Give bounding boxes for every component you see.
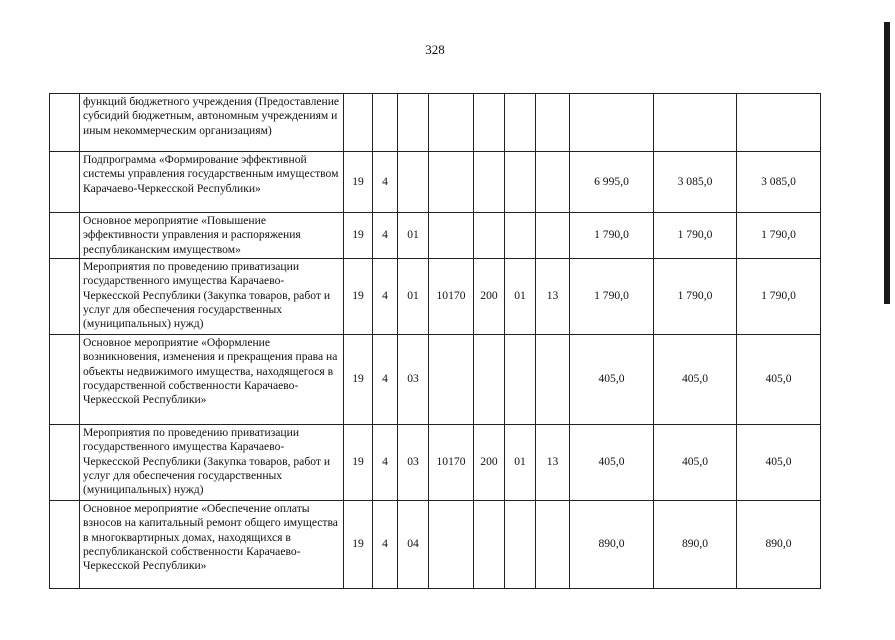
activity-code-cell: 03 [398,335,429,425]
section-code-cell [505,94,536,152]
amount-year-3-cell: 1 790,0 [737,213,821,259]
table-row [50,213,821,259]
amount-year-3-cell: 890,0 [737,501,821,589]
item-name-cell: Основное мероприятие «Повышение эффективности управления и распоряжения республиканским имуществом» [80,213,344,259]
activity-code-cell [398,94,429,152]
subsection-code-cell: 13 [536,425,570,501]
amount-year-2-cell: 1 790,0 [654,213,737,259]
subsection-code-cell [536,213,570,259]
table-row [50,94,821,152]
activity-code-cell: 03 [398,425,429,501]
amount-year-3-cell [737,94,821,152]
section-code-cell [505,213,536,259]
program-code-cell: 19 [344,259,373,335]
expense-type-cell: 200 [474,425,505,501]
amount-year-3-cell: 405,0 [737,335,821,425]
row-spacer-cell [50,94,80,152]
amount-year-3-cell: 3 085,0 [737,152,821,213]
subprogram-code-cell: 4 [373,501,398,589]
expense-type-cell [474,213,505,259]
subprogram-code-cell: 4 [373,335,398,425]
page-number: 328 [425,42,445,57]
amount-year-1-cell: 6 995,0 [570,152,654,213]
activity-code-cell [398,152,429,213]
row-spacer-cell [50,425,80,501]
program-code-cell [344,94,373,152]
program-code-cell: 19 [344,425,373,501]
page-edge-mark [884,22,890,304]
expense-type-cell [474,94,505,152]
section-code-cell: 01 [505,259,536,335]
row-spacer-cell [50,259,80,335]
table-row [50,152,821,213]
expense-type-cell [474,501,505,589]
row-spacer-cell [50,501,80,589]
subsection-code-cell [536,94,570,152]
activity-code-cell: 04 [398,501,429,589]
subsection-code-cell [536,152,570,213]
item-name-cell: Основное мероприятие «Оформление возникновения, изменения и прекращения права на объекты недвижимого имущества, находящегося в государственной собственности Карачаево-Черкесской Республики» [80,335,344,425]
amount-year-2-cell: 405,0 [654,425,737,501]
table-row [50,425,821,501]
direction-code-cell [429,213,474,259]
row-spacer-cell [50,152,80,213]
program-code-cell: 19 [344,335,373,425]
direction-code-cell [429,335,474,425]
program-code-cell: 19 [344,501,373,589]
amount-year-2-cell [654,94,737,152]
amount-year-1-cell [570,94,654,152]
budget-table [49,93,821,589]
row-spacer-cell [50,213,80,259]
table-row [50,259,821,335]
subprogram-code-cell: 4 [373,425,398,501]
direction-code-cell [429,94,474,152]
item-name-cell: Мероприятия по проведению приватизации государственного имущества Карачаево-Черкесской Республики (Закупка товаров, работ и услуг для обеспечения государственных (муниципальных) нужд) [80,259,344,335]
subsection-code-cell [536,335,570,425]
expense-type-cell [474,152,505,213]
amount-year-1-cell: 1 790,0 [570,213,654,259]
item-name-cell: Подпрограмма «Формирование эффективной системы управления государственным имуществом Карачаево-Черкесской Республики» [80,152,344,213]
amount-year-2-cell: 405,0 [654,335,737,425]
section-code-cell [505,152,536,213]
subprogram-code-cell: 4 [373,213,398,259]
section-code-cell: 01 [505,425,536,501]
subprogram-code-cell [373,94,398,152]
amount-year-1-cell: 890,0 [570,501,654,589]
section-code-cell [505,501,536,589]
amount-year-2-cell: 1 790,0 [654,259,737,335]
program-code-cell: 19 [344,152,373,213]
item-name-cell: Основное мероприятие «Обеспечение оплаты взносов на капитальный ремонт общего имущества в многоквартирных домах, находящихся в республиканской собственности Карачаево-Черкесской Республики» [80,501,344,589]
item-name-cell: Мероприятия по проведению приватизации государственного имущества Карачаево-Черкесской Республики (Закупка товаров, работ и услуг для обеспечения государственных (муниципальных) нужд) [80,425,344,501]
subsection-code-cell: 13 [536,259,570,335]
table-row [50,335,821,425]
amount-year-1-cell: 405,0 [570,425,654,501]
amount-year-2-cell: 890,0 [654,501,737,589]
activity-code-cell: 01 [398,213,429,259]
item-name-cell: функций бюджетного учреждения (Предоставление субсидий бюджетным, автономным учреждениям и иным некоммерческим организациям) [80,94,344,152]
direction-code-cell: 10170 [429,425,474,501]
subprogram-code-cell: 4 [373,259,398,335]
direction-code-cell [429,501,474,589]
amount-year-3-cell: 1 790,0 [737,259,821,335]
subsection-code-cell [536,501,570,589]
table-row [50,501,821,589]
expense-type-cell [474,335,505,425]
amount-year-3-cell: 405,0 [737,425,821,501]
row-spacer-cell [50,335,80,425]
subprogram-code-cell: 4 [373,152,398,213]
activity-code-cell: 01 [398,259,429,335]
program-code-cell: 19 [344,213,373,259]
amount-year-1-cell: 405,0 [570,335,654,425]
expense-type-cell: 200 [474,259,505,335]
amount-year-2-cell: 3 085,0 [654,152,737,213]
amount-year-1-cell: 1 790,0 [570,259,654,335]
section-code-cell [505,335,536,425]
direction-code-cell: 10170 [429,259,474,335]
direction-code-cell [429,152,474,213]
